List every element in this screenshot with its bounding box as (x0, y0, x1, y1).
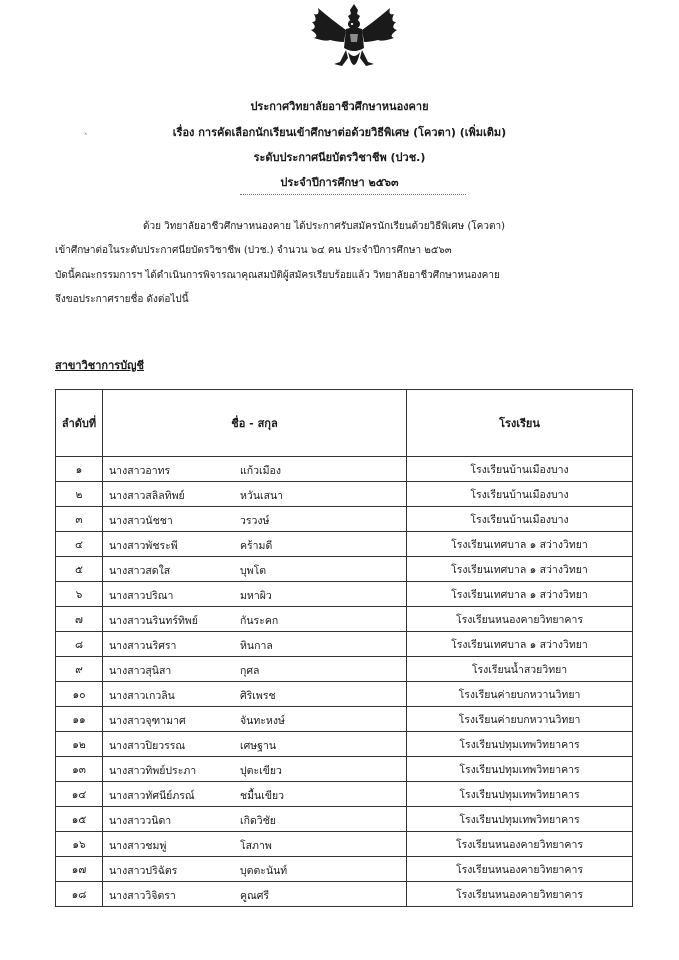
school-name: โรงเรียนเทศบาล ๑ สว่างวิทยา (407, 532, 633, 557)
table-row (56, 882, 633, 907)
student-name-cell (103, 782, 407, 807)
school-name: โรงเรียนเทศบาล ๑ สว่างวิทยา (407, 582, 633, 607)
student-first-name: นางสาวทัศนีย์ภรณ์ (109, 790, 195, 802)
student-last-name: บุตตะนันท์ (240, 865, 288, 877)
table-row (56, 782, 633, 807)
table-row (56, 657, 633, 682)
student-last-name: วรวงษ์ (240, 515, 270, 527)
row-number: ๙ (56, 657, 103, 682)
student-last-name: เกิดวิชัย (240, 815, 276, 827)
announcement-level: ระดับประกาศนียบัตรวิชาชีพ (ปวช.) (253, 151, 426, 164)
student-last-name: หินกาล (240, 640, 273, 652)
school-name: โรงเรียนหนองคายวิทยาคาร (407, 832, 633, 857)
student-last-name: เศษฐาน (240, 740, 277, 752)
row-number: ๓ (56, 507, 103, 532)
student-name-cell (103, 807, 407, 832)
row-number: ๕ (56, 557, 103, 582)
table-row (56, 807, 633, 832)
school-name: โรงเรียนปทุมเทพวิทยาคาร (407, 757, 633, 782)
section-title: สาขาวิชาการบัญชี (55, 359, 144, 372)
garuda-emblem-icon (304, 2, 404, 80)
table-row (56, 457, 633, 482)
row-number: ๑๒ (56, 732, 103, 757)
student-last-name: จันทะหงษ์ (240, 715, 285, 727)
row-number: ๗ (56, 607, 103, 632)
school-name: โรงเรียนน้ำสวยวิทยา (407, 657, 633, 682)
student-last-name: บุพโต (240, 565, 267, 577)
row-number: ๖ (56, 582, 103, 607)
row-number: ๑๗ (56, 857, 103, 882)
table-row (56, 557, 633, 582)
student-last-name: หวันเสนา (240, 490, 284, 502)
school-name: โรงเรียนปทุมเทพวิทยาคาร (407, 782, 633, 807)
body-paragraph-line: จึงขอประกาศรายชื่อ ดังต่อไปนี้ (55, 294, 189, 305)
school-name: โรงเรียนค่ายบกหวานวิทยา (407, 707, 633, 732)
student-first-name: นางสาวสุนิสา (109, 665, 172, 677)
school-name: โรงเรียนปทุมเทพวิทยาคาร (407, 732, 633, 757)
row-number: ๑๖ (56, 832, 103, 857)
student-first-name: นางสาวสดใส (109, 565, 171, 577)
student-last-name: กันระคก (240, 615, 279, 627)
header-divider (240, 194, 466, 195)
column-header-school: โรงเรียน (407, 390, 633, 457)
student-name-cell (103, 557, 407, 582)
school-name: โรงเรียนเทศบาล ๑ สว่างวิทยา (407, 557, 633, 582)
school-name: โรงเรียนหนองคายวิทยาคาร (407, 882, 633, 907)
student-last-name: ชมื้นเขียว (240, 790, 285, 802)
school-name: โรงเรียนบ้านเมืองบาง (407, 507, 633, 532)
column-header-number: ลำดับที่ (56, 390, 103, 457)
row-number: ๑๕ (56, 807, 103, 832)
student-last-name: ปุตะเขียว (240, 765, 282, 777)
student-first-name: นางสาวนรินทร์ทิพย์ (109, 615, 198, 627)
table-row (56, 582, 633, 607)
table-header-row (56, 390, 633, 457)
student-first-name: นางสาววนิดา (109, 815, 172, 827)
row-number: ๑ (56, 457, 103, 482)
student-first-name: นางสาวปริณา (109, 590, 174, 602)
student-first-name: นางสาววิจิตรา (109, 890, 176, 902)
student-first-name: นางสาวนัชชา (109, 515, 173, 527)
table-row (56, 832, 633, 857)
student-name-cell (103, 707, 407, 732)
body-paragraph-line: ด้วย วิทยาลัยอาชีวศึกษาหนองคาย ได้ประกาศรับสมัครนักเรียนด้วยวิธีพิเศษ (โควตา) (143, 221, 505, 232)
student-first-name: นางสาวจุฑามาศ (109, 715, 186, 727)
student-first-name: นางสาวพัชระพี (109, 540, 178, 552)
table-row (56, 732, 633, 757)
body-paragraph-line: เข้าศึกษาต่อในระดับประกาศนียบัตรวิชาชีพ (ปวช.) จำนวน ๖๔ คน ประจำปีการศึกษา ๒๕๖๓ (55, 245, 452, 256)
student-first-name: นางสาวอาทร (109, 465, 171, 477)
student-last-name: โสภาพ (240, 840, 272, 852)
school-name: โรงเรียนหนองคายวิทยาคาร (407, 857, 633, 882)
table-row (56, 532, 633, 557)
row-number: ๑๘ (56, 882, 103, 907)
school-name: โรงเรียนหนองคายวิทยาคาร (407, 607, 633, 632)
table-row (56, 682, 633, 707)
school-name: โรงเรียนบ้านเมืองบาง (407, 457, 633, 482)
student-first-name: นางสาวสลิลทิพย์ (109, 490, 185, 502)
table-row (56, 632, 633, 657)
student-name-cell (103, 757, 407, 782)
student-name-cell (103, 857, 407, 882)
row-number: ๔ (56, 532, 103, 557)
announcement-title: ประกาศวิทยาลัยอาชีวศึกษาหนองคาย (250, 100, 429, 113)
student-name-cell (103, 457, 407, 482)
row-number: ๑๑ (56, 707, 103, 732)
table-row (56, 482, 633, 507)
school-name: โรงเรียนเทศบาล ๑ สว่างวิทยา (407, 632, 633, 657)
student-name-cell (103, 532, 407, 557)
student-first-name: นางสาวปิยวรรณ (109, 740, 186, 752)
student-name-cell (103, 682, 407, 707)
table-row (56, 757, 633, 782)
column-header-name: ชื่อ - สกุล (103, 390, 407, 457)
announcement-year: ประจำปีการศึกษา ๒๕๖๓ (280, 176, 399, 189)
student-first-name: นางสาวนริศรา (109, 640, 177, 652)
student-last-name: ศิริเพรช (240, 690, 276, 702)
student-list-table (55, 389, 633, 907)
table-row (56, 707, 633, 732)
row-number: ๑๔ (56, 782, 103, 807)
student-last-name: แก้วเมือง (240, 465, 281, 477)
body-paragraph-line: บัดนี้คณะกรรมการฯ ได้ดำเนินการพิจารณาคุณสมบัติผู้สมัครเรียบร้อยแล้ว วิทยาลัยอาชีวศึกษาหนองคาย (55, 270, 500, 281)
student-name-cell (103, 632, 407, 657)
student-first-name: นางสาวทิพย์ประภา (109, 765, 197, 777)
student-name-cell (103, 607, 407, 632)
school-name: โรงเรียนปทุมเทพวิทยาคาร (407, 807, 633, 832)
table-row (56, 857, 633, 882)
student-last-name: คร้ามดี (240, 540, 273, 552)
row-number: ๑๐ (56, 682, 103, 707)
student-first-name: นางสาวเกวลิน (109, 690, 175, 702)
student-name-cell (103, 507, 407, 532)
student-last-name: คูณศรี (240, 890, 270, 902)
school-name: โรงเรียนบ้านเมืองบาง (407, 482, 633, 507)
student-name-cell (103, 582, 407, 607)
table-row (56, 507, 633, 532)
row-number: ๑๓ (56, 757, 103, 782)
margin-mark: 、 (84, 127, 94, 137)
student-name-cell (103, 832, 407, 857)
student-last-name: กุศล (240, 665, 260, 677)
announcement-subject: เรื่อง การคัดเลือกนักเรียนเข้าศึกษาต่อด้วยวิธีพิเศษ (โควตา) (เพิ่มเติม) (172, 126, 507, 139)
table-body (56, 457, 633, 907)
student-first-name: นางสาวชมพู่ (109, 840, 167, 852)
student-last-name: มหาผิว (240, 590, 272, 602)
student-name-cell (103, 657, 407, 682)
row-number: ๘ (56, 632, 103, 657)
school-name: โรงเรียนค่ายบกหวานวิทยา (407, 682, 633, 707)
table-row (56, 607, 633, 632)
row-number: ๒ (56, 482, 103, 507)
student-first-name: นางสาวปริฉัตร (109, 865, 178, 877)
student-name-cell (103, 482, 407, 507)
student-name-cell (103, 882, 407, 907)
student-name-cell (103, 732, 407, 757)
